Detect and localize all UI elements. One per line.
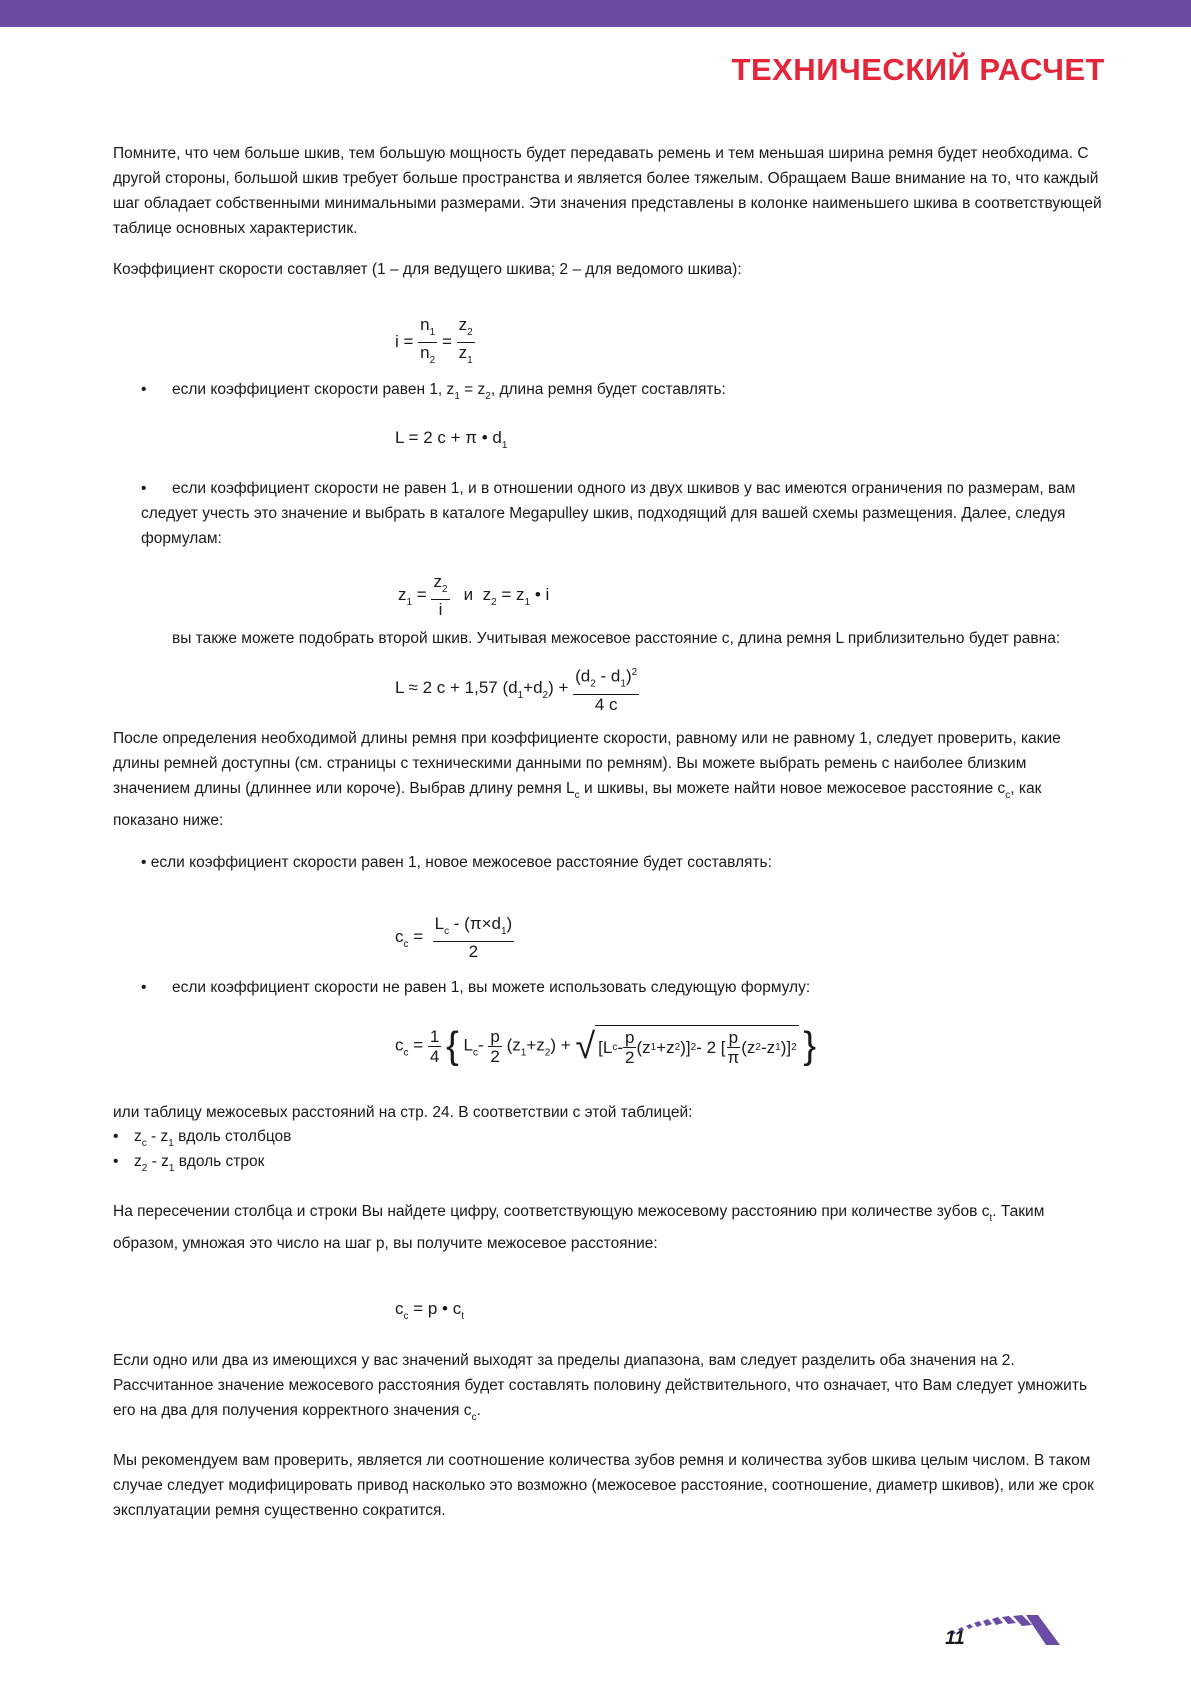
- bullet-marker: •: [141, 979, 147, 996]
- paragraph-second-pulley: вы также можете подобрать второй шкив. Учитывая межосевое расстояние с, длина ремня L приблизительно будет равна:: [172, 630, 1061, 647]
- list-item-rows: $z_2 - z_1$ вдоль строк: [134, 1153, 265, 1174]
- paragraph-out-of-range: Если одно или два из имеющихся у вас значений выходят за пределы диапазона, вам следует разделить оба значения на 2. Рассчитанное значение межосевого расстояния будет составлять половину действительного, что означает, что Вам следует умножить его на два для получения корректного значения $c_c$.: [113, 1352, 1088, 1423]
- paragraph-intersection: На пересечении столбца и строки Вы найдете цифру, соответствующую межосевому расстоянию при количестве зубов $c_t$. Таким образом, умножая это число на шаг p, вы получите межосевое расстояние:: [113, 1203, 1045, 1252]
- paragraph-speed-ratio: Коэффициент скорости составляет (1 – для ведущего шкива; 2 – для ведомого шкива):: [113, 261, 742, 278]
- page-number: 11: [945, 1628, 965, 1649]
- formula-pulley-teeth: $z_1$ = $\frac{z_2}{i}$ и $z_2 = z_1$ • i: [398, 572, 550, 619]
- bullet-marker: •: [141, 480, 147, 497]
- bullet-marker: •: [113, 1153, 119, 1170]
- formula-center-distance-pitch: $c_c = p$ • $c_t$: [395, 1299, 465, 1322]
- paragraph-recommendation: Мы рекомендуем вам проверить, является ли соотношение количества зубов ремня и количества зубов шкива целым числом. В таком случае следует модифицировать привод насколько это возможно (межосевое расстояние, соотношение, диаметр шкивов), или же срок эксплуатации ремня существенно сократится.: [113, 1452, 1094, 1519]
- bullet-marker: •: [113, 1128, 119, 1145]
- paragraph-belt-selection: После определения необходимой длины ремня при коэффициенте скорости, равному или не равному 1, следует проверить, какие длины ремней доступны (см. страницы с техническими данными по ремням). Вы можете выбрать ремень с наиболее близким значением длины (длиннее или короче). Выбрав длину ремня $L_c$ и шкивы, вы можете найти новое межосевое расстояние $c_c$, как показано ниже:: [113, 730, 1061, 829]
- bullet-marker: •: [141, 381, 147, 398]
- formula-belt-length-approx: L ≈ 2 c + 1,57 $(d_1+d_2)$ + $\frac{(d_2 - d_1)^2}{4 c}$: [395, 663, 639, 714]
- top-accent-bar: [0, 0, 1191, 27]
- formula-belt-length-equal: L = 2 c + π • $d_1$: [395, 428, 508, 451]
- paragraph-distance-table: или таблицу межосевых расстояний на стр. 24. В соответствии с этой таблицей:: [113, 1104, 693, 1121]
- bullet-ratio-not-equal-formula: если коэффициент скорости не равен 1, вы можете использовать следующую формулу:: [172, 979, 811, 996]
- formula-center-distance-equal: $c_c$ = $\frac{L_c - (\pi\times d_1)}{2}$: [395, 914, 513, 961]
- formula-speed-ratio: i = $\frac{n_1}{n_2}$ = $\frac{z_2}{z_1}$: [395, 315, 473, 366]
- formula-center-distance-general: $c_c$ = $\frac{1}{4}$ { $L_c-$ $\frac{p}{2}$ $(z_1+z_2)$ + √ [ L c - $\frac{p}{2}$ ( z 1 + z 2 ) ] 2 - 2 [ $\frac{p}{\pi}$ ( z 2 - z 1 )] 2 }: [395, 1025, 817, 1067]
- bullet-new-distance-equal: • если коэффициент скорости равен 1, новое межосевое расстояние будет составлять:: [141, 854, 772, 871]
- list-item-columns: $z_c - z_1$ вдоль столбцов: [134, 1128, 292, 1149]
- paragraph-intro: Помните, что чем больше шкив, тем большую мощность будет передавать ремень и тем меньшая ширина ремня будет необходима. С другой стороны, большой шкив требует больше пространства и является более тяжелым. Обращаем Ваше внимание на то, что каждый шаг обладает собственными минимальными размерами. Эти значения представлены в колонке наименьшего шкива в соответствующей таблице основных характеристик.: [113, 145, 1102, 237]
- bullet-ratio-not-equal: если коэффициент скорости не равен 1, и в отношении одного из двух шкивов у вас имеются ограничения по размерам, вам следует учесть это значение и выбрать в каталоге Megapulley шкив, подходящий для вашей схемы размещения. Далее, следуя формулам:: [141, 480, 1076, 547]
- brand-stripes-logo: [950, 1605, 1110, 1655]
- page-title: ТЕХНИЧЕСКИЙ РАСЧЕТ: [731, 52, 1105, 87]
- bullet-ratio-equal: если коэффициент скорости равен 1, $z_1 = z_2$, длина ремня будет составлять:: [172, 381, 726, 402]
